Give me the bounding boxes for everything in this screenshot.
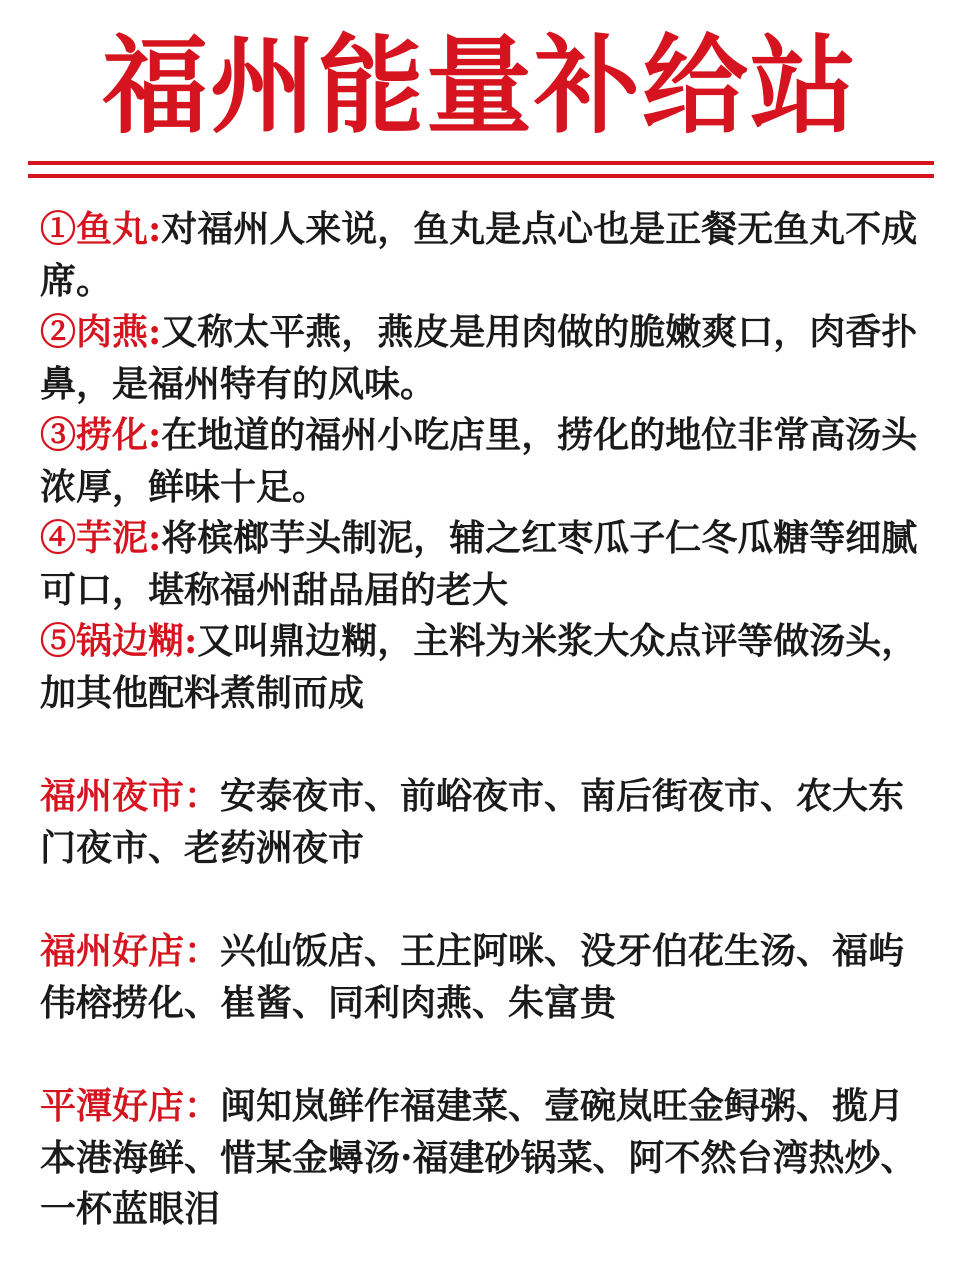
spacer — [40, 719, 920, 771]
food-item-fishball — [40, 204, 920, 307]
food-item-text: 在地道的福州小吃店里，捞化的地位非常高汤头浓厚，鲜味十足。 — [40, 414, 918, 508]
food-item-text: 又叫鼎边糊，主料为米浆大众点评等做汤头，加其他配料煮制而成 — [40, 620, 918, 714]
content-body — [40, 204, 920, 1236]
section-pingtan-shops — [40, 1081, 920, 1236]
section-label: 福州好店： — [40, 930, 221, 972]
food-item-text: 又称太平燕，燕皮是用肉做的脆嫩爽口，肉香扑鼻，是福州特有的风味。 — [40, 311, 918, 405]
food-item-label: ⑤锅边糊: — [40, 620, 198, 662]
title-divider-bottom — [28, 174, 934, 178]
section-fuzhou-shops — [40, 926, 920, 1029]
section-text: 安泰夜市、前峪夜市、南后街夜市、农大东门夜市、老药洲夜市 — [40, 775, 905, 869]
food-item-laohua — [40, 410, 920, 513]
section-text: 兴仙饭店、王庄阿咪、没牙伯花生汤、福屿伟榕捞化、崔酱、同利肉燕、朱富贵 — [40, 930, 905, 1024]
food-item-label: ④芋泥: — [40, 517, 162, 559]
section-label: 平潭好店： — [40, 1085, 221, 1127]
title-divider-top — [28, 161, 934, 165]
spacer — [40, 1029, 920, 1081]
food-item-guobianhu — [40, 616, 920, 719]
spacer — [40, 874, 920, 926]
food-item-label: ③捞化: — [40, 414, 162, 456]
food-item-text: 将槟榔芋头制泥，辅之红枣瓜子仁冬瓜糖等细腻可口，堪称福州甜品届的老大 — [40, 517, 918, 611]
food-item-label: ②肉燕: — [40, 311, 162, 353]
food-item-text: 对福州人来说，鱼丸是点心也是正餐无鱼丸不成席。 — [40, 208, 918, 302]
section-label: 福州夜市： — [40, 775, 221, 817]
section-night-market — [40, 771, 920, 874]
page-title: 福州能量补给站 — [102, 25, 858, 148]
food-item-rouyan — [40, 307, 920, 410]
food-item-label: ①鱼丸: — [40, 208, 162, 250]
food-item-yuni — [40, 513, 920, 616]
section-text: 闽知岚鲜作福建菜、壹碗岚旺金鲟粥、揽月本港海鲜、惜某金蟳汤·福建砂锅菜、阿不然台湾热炒、一杯蓝眼泪 — [40, 1085, 917, 1230]
